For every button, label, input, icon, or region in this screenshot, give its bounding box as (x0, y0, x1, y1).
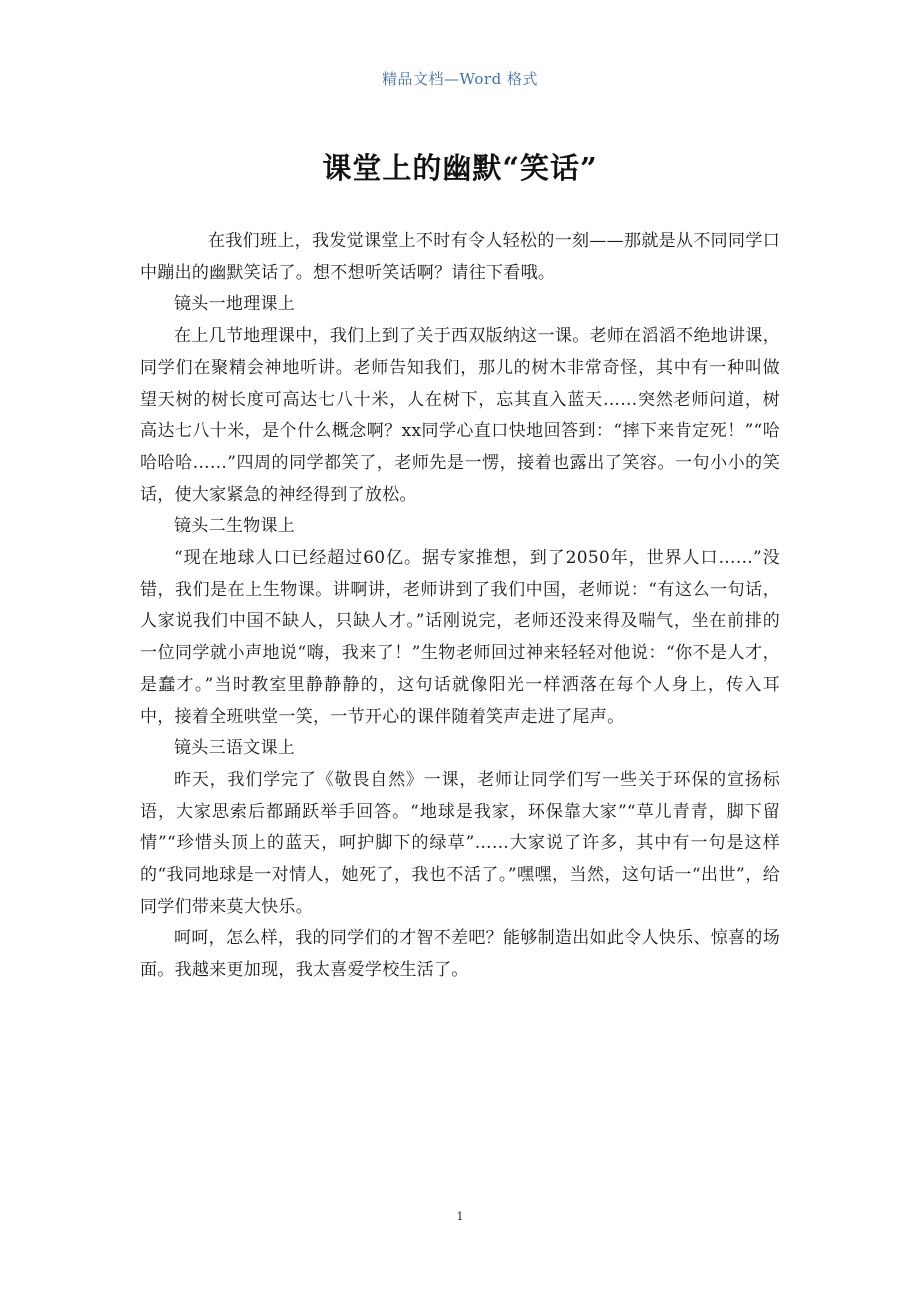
section-heading-biology: 镜头二生物课上 (174, 516, 296, 537)
intro-paragraph: 在我们班上，我发觉课堂上不时有令人轻松的一刻——那就是从不同同学口中蹦出的幽默笑话了。想不想听笑话啊？请往下看哦。 (140, 231, 780, 283)
page-number: 1 (456, 1210, 464, 1223)
page-header: 精品文档—Word 格式 (382, 70, 538, 88)
document-title: 课堂上的幽默“笑话” (322, 151, 598, 185)
document-body (140, 226, 780, 987)
biology-paragraph: “现在地球人口已经超过60亿。据专家推想，到了2050年，世界人口……”没错，我们是在上生物课。讲啊讲，老师讲到了我们中国，老师说：“有这么一句话，人家说我们中国不缺人，只缺人才。”话刚说完，老师还没来得及喘气，坐在前排的一位同学就小声地说“嗨，我来了！”生物老师回过神来轻轻对他说：“你不是人才，是蠢才。”当时教室里静静静的，这句话就像阳光一样洒落在每个人身上，传入耳中，接着全班哄堂一笑，一节开心的课伴随着笑声走进了尾声。 (140, 548, 780, 727)
conclusion-paragraph: 呵呵，怎么样，我的同学们的才智不差吧？能够制造出如此令人快乐、惊喜的场面。我越来更加现，我太喜爱学校生活了。 (140, 928, 780, 981)
section-heading-chinese: 镜头三语文课上 (174, 738, 296, 759)
chinese-paragraph: 昨天，我们学完了《敬畏自然》一课，老师让同学们写一些关于环保的宣扬标语，大家思索后都踊跃举手回答。“地球是我家，环保靠大家”“草儿青青，脚下留情”“珍惜头顶上的蓝天，呵护脚下的绿草”……大家说了许多，其中有一句是这样的“我同地球是一对情人，她死了，我也不活了。”嘿嘿，当然，这句话一“出世”，给同学们带来莫大快乐。 (140, 769, 780, 917)
section-heading-geography: 镜头一地理课上 (174, 294, 296, 315)
geography-paragraph: 在上几节地理课中，我们上到了关于西双版纳这一课。老师在滔滔不绝地讲课，同学们在聚精会神地听讲。老师告知我们，那儿的树木非常奇怪，其中有一种叫做望天树的树长度可高达七八十米，人在树下，忘其直入蓝天……突然老师问道，树高达七八十米，是个什么概念啊？xx同学心直口快地回答到：“摔下来肯定死！”“哈哈哈哈……”四周的同学都笑了，老师先是一愣，接着也露出了笑容。一句小小的笑话，使大家紧急的神经得到了放松。 (140, 326, 780, 505)
